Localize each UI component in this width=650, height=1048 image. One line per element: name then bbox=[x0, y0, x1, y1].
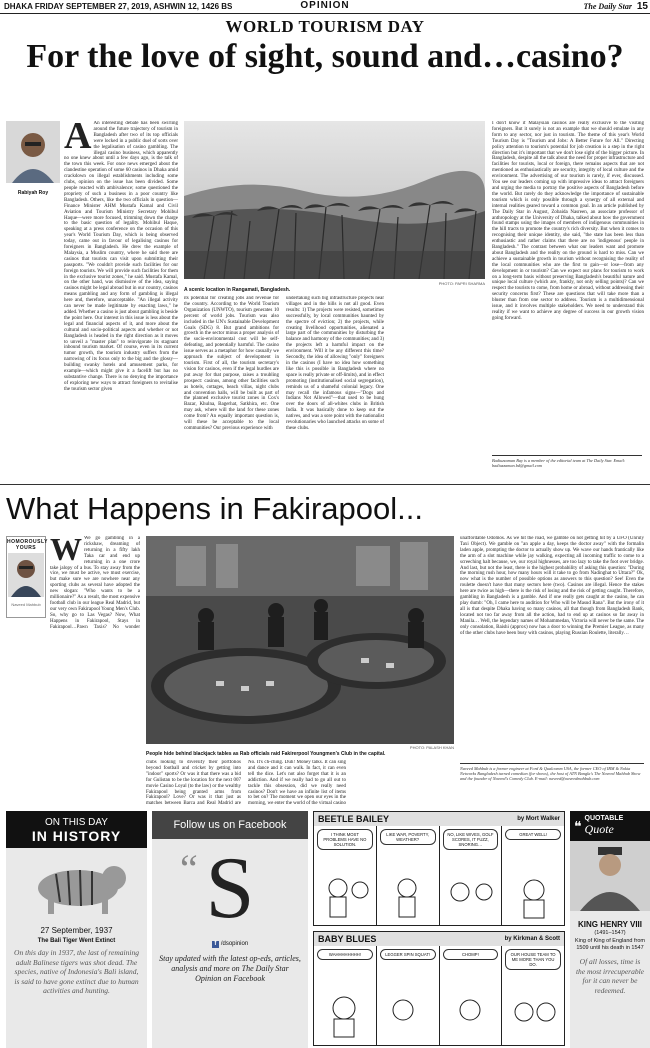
facebook-panel bbox=[152, 811, 308, 1048]
quote-author-years: (1491–1547) bbox=[594, 930, 626, 936]
quotable-quote-panel bbox=[570, 811, 650, 1048]
article1-column-4: I don't know if Malaysian casinos are really exclusive to the visiting foreigners. But it surely is not an example that we should emulate in any form to any sector, nor just in tourism. The theme of this year's World Tourism Day is "Tourism and Jobs: A Better Future for All." Directing policy attention to tourism's potential for job creation is a step in the right direction but it's important that we don't lose sight of the bigger picture. In Bangladesh, despite all the talk about the need for proper infrastructure and facilities for tourists, local or foreign, there remains aspects that are not mentioned as enthusiastically are security, integrity of local culture and the environment. The advertising of our tourism is rarely, if ever, discussed. You see our leaders coming up with impressive ideas to attract foreigners and urging the media to portray the positive aspects of Bangladesh before the world. But rarely do they acknowledge the importance of sustainable tourism which is only possible through a synergy of all external and internal realities geared toward a common goal. In an article published by The Daily Star in August, Zobaida Nasreen, an associate professor of anthropology at the University of Dhaka, talked about how the government found stamps using the images of members of indigenous communities in the hill tracts to promote the country's rich diversity. But when it comes to recognising their unique identity, she said, "the state has been less than enthusiastic and rather claims that there are no 'indigenous' people in Bangladesh." The contrast between what our leaders want and promote about Bangladesh and the reality on the ground is hard to miss. Can we achieve a sustainable growth in tourism without recognising the reality of the local communities who are the first to gain—or lose—from any development in or tourism? Can we expect our plans for tourism to work on a long-term basis without preserving Bangladesh's beautiful nature and unique local culture (which are, frankly, not only selling points)? Can we respect the tourists to come, from home or abroad, without addressing their security concerns first? These are questions that will take more than a bluster than from one sector to address. Tourism is a multidimensional issue, and it involves multiple stakeholders. We need to understand this reality if we want to achieve any degree of success in our growth vision going forward. bbox=[492, 121, 644, 321]
facebook-logo: “ S bbox=[152, 839, 308, 939]
article2-footnote: Naveed Mahbub is a former engineer at Ford & Qualcomm USA, the former CEO of IBM & Nokia Networks Bangladesh turned comedian (for shows), the host of ATN Bangla's The Naveed Mahbub Show and the founder of Naveed's Comedy Club. E-mail: naveed@naveedmahbub.com bbox=[460, 766, 641, 782]
article1-kicker: WORLD TOURISM DAY bbox=[225, 17, 425, 36]
portrait-illustration bbox=[570, 841, 650, 911]
quote-author-name: KING HENRY VIII bbox=[577, 920, 642, 929]
comic-title: BEETLE BAILEY by Mort Walker bbox=[314, 812, 564, 826]
article1-column-3: undertaking such big infrastructure projects near villages and in the hills is not all good. Even results: 1) The projects were resisted, sometimes successfully, by local communities haunted by the spectre of eviction; 2) the projects, while creating livelihood opportunities, alienated a large part of the communities by disturbing the balance and harmony of the communities; and 3) the projects left a harmful impact on the environment. Will it be any different this time? Secondly, the idea of allowing "only" foreigners in the casinos (I have no idea how something like this is possible in Bangladesh where no space is really private or off-limits), and in effect promoting (institutionalised social segregation), reminds us of a shameful colonial legacy. One may recall the infamous signs—"Dogs and Indians Not Allowed"—that used to be hung over the doors of all-whites clubs in British India. It was basically done to keep out the natives, and was a sore point with the nationalist revolutionaries who launched attacks on some of these clubs. bbox=[286, 296, 384, 431]
casino-raid-photo bbox=[146, 536, 454, 744]
page-header bbox=[0, 0, 650, 14]
on-this-day-header: ON THIS DAY IN HISTORY bbox=[6, 811, 147, 848]
facebook-body: Stay updated with the latest op-eds, articles, analysis and more on The Daily Star Opinion on Facebook bbox=[159, 954, 301, 983]
comic-panel: I THINK MOST PROBLEMS HAVE NO SOLUTION. bbox=[314, 826, 377, 925]
comic-title: BABY BLUES by Kirkman & Scott bbox=[314, 932, 564, 946]
facebook-header: Follow us on Facebook bbox=[152, 811, 308, 839]
page-number: 15 bbox=[636, 1, 648, 12]
article2-column-3: No. It's ch-ching. Duh! Money talks. It can sing and dance and it can walk. In fact, it can even tell the dice. Let's not also forget that it is an addiction. And if we really had to go all out to tackle this obsession, did we really need casinos? Don't we have an infinite list of items to bet on? The moment we open our eyes in the morning, we enter the world of the virtual casino bbox=[248, 760, 346, 806]
section-divider bbox=[0, 484, 650, 485]
article2-author-name: Naveed Mahbub bbox=[11, 602, 41, 607]
comic-panel: LIKE WAR, POVERTY, WEATHER? bbox=[377, 826, 440, 925]
author-photo bbox=[6, 121, 60, 183]
facebook-handle[interactable]: f /dsopinion bbox=[152, 941, 308, 948]
on-this-day-panel bbox=[6, 811, 147, 1048]
article2-byline-box bbox=[6, 536, 46, 618]
article1-author bbox=[6, 121, 60, 196]
dropcap: A bbox=[64, 121, 92, 157]
article2-headline: What Happens in Fakirapool... bbox=[6, 491, 423, 526]
article2-column-1b bbox=[6, 628, 140, 804]
section-label: OPINION bbox=[0, 0, 650, 11]
paper-name: The Daily Star bbox=[583, 2, 632, 11]
on-this-day-body: On this day in 1937, the last of remaining adult Balinese tigers was shot dead. The species, native of Indonesia's Bali island, is said to have gone extinct due to human activities and hunting. bbox=[14, 948, 139, 995]
article1-column-2: its potential for creating jobs and revenue for the country. According to the World Tourism Organization (UNWTO), tourism generates 10 percent of world jobs. Tourism was also included in the UN's Sustainable Development Goals (SDG) 8. But grand ambitions for growth in the sector minus a proper analysis of the socio-environmental cost will be self-defeating, and potentially harmful. The casino issue serves as a metaphor for how casually we approach the subject of development in tourism. First of all, the tourism secretary's vision for casinos, even if the legal hurdles are put away for that purpose, raises a troubling prospect: casinos, among other facilities such as hotels, cottages, beach villas, night clubs and convention halls, will be built as part of the planned exclusive tourist zones in Cox's Bazar, Khulna, Bagerhat, Satkhira, etc. One may ask, where will the land for these zones come from? An equally important question is, will these be acceptable to the local communities? Our previous experience with bbox=[184, 296, 279, 431]
comic-panel: WAHHHHHHHH! bbox=[314, 946, 377, 1045]
article1-column-1: A An interesting debate has been swirling around the future trajectory of tourism in Bangladesh after two of its top officials were locked in a public duel of sorts over the legalisation of casino gambling. The illegal casino business, which apparently no one knew about until a few days ago, is the talk of the town this week. For once news emerged about the clandestine operation of some 60 casinos in Dhaka amid crackdown on illegal establishments including some clubs, opinion on the issue has been divided. Some people reacted with ambivalence; some questioned the propriety of such a business in a poor country like Bangladesh. Others, like the two officials in question—Finance Minister AHM Mustafa Kamal and Civil Aviation and Tourism Ministry Secretary Mohibul Haque—were more focused, trimming down the charge to the basic question of legality. Mohibul Haque, speaking at a press conference on the occasion of this year's World Tourism Day, which is being observed today, came out in favour of legalising casinos for foreigners in Bangladesh. He drew the example of Malaysia, a Muslim country, where he said there are casinos that tourists can visit upon submitting their passports. "We couldn't provide such facilities for our foreign tourists. We will provide such facilities for them in the exclusive tourist zones," he said. Mustafa Kamal, on the other hand, was dismissive of the idea, saying casinos might be legal abroad but in our country, casinos means gambling and any form of gambling is illegal here and, therefore, unacceptable. "An illegal activity can never be made legitimate by enacting laws," he added. Whether a casino is just about gambling is beside the point here. Our interest in this issue is less about the legal and financial aspects of it, and more about the cultural and socio-political aspects and whether or not Bangladesh is headed in the right direction as it moves to unveil a "master plan" to reinvigorate its stagnant inbound tourism market. Of course, even in its current tumor growth, the tourism industry suffers from the narrowing of its focus only to the big and the glossy—building swanky hotels and amusement parks, for example—which might give it a facelift but has no substantive change. There is no denying the importance of exploring new ways to attract foreigners to revitalise the tourism sector given bbox=[64, 121, 178, 392]
quote-header: ❝ QUOTABLE Quote bbox=[570, 811, 650, 841]
divider bbox=[460, 763, 644, 764]
article1-photo-caption: A scenic location in Rangamati, Bangladesh. bbox=[184, 287, 291, 293]
divider bbox=[492, 455, 642, 456]
article1-photo bbox=[184, 121, 485, 279]
tiger-illustration bbox=[6, 848, 147, 918]
article2-column-4: unaffordable Odomos. As we hit the road, we gamble on not getting hit by a UFO (Unruly Taxi Object). We gamble on "an apple a day, keeps the doctor away" with the formalin laden apple, prompting the doctor to actually show up. We wave our hands frantically like the arm of a slot machine while jay walking, expecting all incoming traffic to come to a screeching halt because, we, our royal highnesses, are too lazy to take the foot over bridge. And last, but not the least, there is the highest probability of asking this question: "During the morning rush hour, how many hours will it take to go from Nadinghat to Uttara?" Ok, now what is the number of possible options as answers to this question? See! Even the roulette doesn't have that many sectors here (two). Casinos are illegal. Hence the stakes here are twice as high—there is the risk of losing and the risk of getting caught. Therefore, gambling in Bangladesh is a gamble. And if one really gets caught at the casino, he can play dumb: "Oh, I came here to audition for Who will be Masud Rana". But the irony of it all is that despite Dhaka having so many casinos, all that though from Bangladesh Bank, located not too far away from all the action, had to end up at casinos so far away in Manila… Well, the legendary names of Mohammedan, Victoria will never be the same. The only consolation, Baishi (approx) now has a door to winning the Premier League, as many of the other clubs have been busy with casinos, playing Russian Roulette, literally… bbox=[460, 536, 644, 636]
article2-photo-caption: People hide behind blackjack tables as Rab officials raid Fakirerpool Youngmen's Club in the capital. bbox=[146, 751, 386, 757]
comic-baby-blues bbox=[313, 931, 565, 1046]
comic-panel: CHOMP! bbox=[440, 946, 503, 1045]
landscape-photo bbox=[184, 121, 485, 279]
article1-headline: For the love of sight, sound and…casino? bbox=[26, 38, 624, 75]
comic-panel: OUR HOUSE TEAM TO ME MORE THAN YOU DO. bbox=[502, 946, 564, 1045]
on-this-day-date: 27 September, 1937 bbox=[40, 926, 113, 935]
facebook-icon: f bbox=[212, 941, 219, 948]
opinion-logo-glyph: S bbox=[205, 840, 255, 937]
article2-column-1a: W We go gambling in a rickshaw, dreaming of returning in a fifty lakh Taka car and end up returning in a one crore take jalopy of a bus. To stay away from the vice, we must be active, we must exercise, but make sure we are nowhere near any sporting clubs as several have adopted the new slogan: "Who wants to be a millionaire?" As a result, the most expensive football club in our league Real Madrid, but our very own Fakirapool Young Men's Club. So, why go to Las Vegas? Now, What Happens in Fakirapool, Stays in Fakirapool…Pawn Taxis? No wonder bbox=[50, 536, 140, 629]
article2-photo-credit: PHOTO: PALASH KHAN bbox=[409, 745, 454, 750]
quote-author-desc: King of King of England from 1509 until his death in 1547 bbox=[574, 938, 645, 951]
article1-footnote: Badiuzzaman Bay is a member of the editorial team at The Daily Star. Email: badiuzzaman.bd@gmail.com bbox=[492, 458, 626, 469]
article2-photo bbox=[146, 536, 454, 744]
article1-author-name: Rabiyah Roy bbox=[17, 190, 49, 196]
author-photo bbox=[8, 553, 44, 597]
on-this-day-title: The Bali Tiger Went Extinct bbox=[37, 938, 116, 944]
comic-panel: GREAT WELL! bbox=[502, 826, 564, 925]
date-line: DHAKA FRIDAY SEPTEMBER 27, 2019, ASHWIN 12, 1426 BS bbox=[4, 2, 233, 11]
article2-column-2: clubs looking to diversify their portfolios beyond football and cricket by getting into "indoor" sports? Or was it that there was a bid for Gulistan to be the location for the next 007 movie Casino Loyal (to the law) or the wealthy Fakirapool being granted arms from Fakirapool? Love? Or was it that just as matches between Barca and Real Madrid are bbox=[146, 760, 241, 806]
quote-icon: ❝ bbox=[574, 818, 582, 834]
comic-panel: LEGGER SPIN SQUAT! bbox=[377, 946, 440, 1045]
dropcap: W bbox=[50, 536, 82, 567]
column-tag: HOMOROUSLY YOURS bbox=[7, 539, 48, 551]
article1-photo-credit: PHOTO: PAPRI SHARMA bbox=[438, 281, 485, 286]
comic-beetle-bailey bbox=[313, 811, 565, 926]
comic-panel: NO, LIKE WIVES, GOLF SCORES, IT FUZZ, SNORING… bbox=[440, 826, 503, 925]
quote-text: Of all losses, time is the most irrecuperable for it can never be redeemed. bbox=[575, 957, 645, 995]
